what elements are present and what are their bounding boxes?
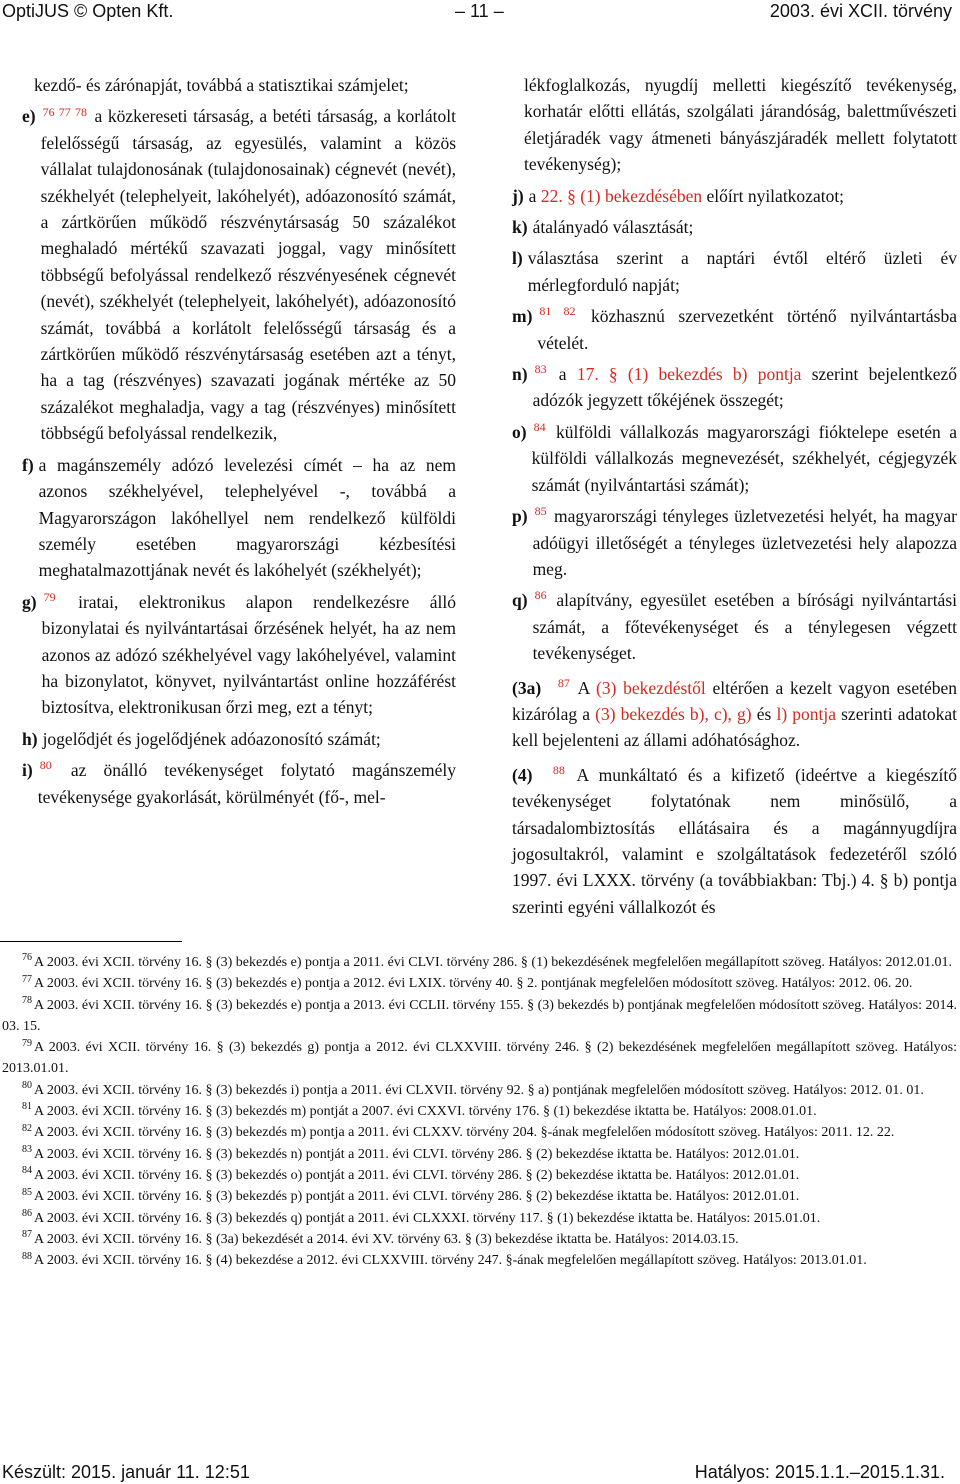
point-q <box>512 587 957 666</box>
point-n <box>512 361 957 414</box>
point-h-label: h) <box>22 728 38 749</box>
link-17-1-b[interactable]: 17. § (1) bekezdés b) pontja <box>576 364 802 385</box>
footnotes <box>2 952 957 1271</box>
footnote-ref-86[interactable]: 86 <box>534 588 547 603</box>
footnote-text: A 2003. évi XCII. törvény 16. § (3) bekezdés n) pontját a 2011. évi CLVI. törvény 286. § (2) bekezdése iktatta be. Hatályos: 2012.01.01. <box>34 1146 800 1162</box>
footnote-number: 83 <box>22 1144 32 1156</box>
footnote-number: 82 <box>22 1122 32 1134</box>
footnote-ref-76-78[interactable]: 76 77 78 <box>42 104 87 119</box>
point-m-label: m) <box>512 306 533 327</box>
footnote <box>2 952 957 973</box>
paragraph-4 <box>512 762 957 920</box>
footnote <box>2 1208 957 1229</box>
point-k-text: átalányadó választását; <box>532 217 694 238</box>
right-column <box>512 72 957 920</box>
header-law-title: 2003. évi XCII. törvény <box>769 1 952 21</box>
footnote-text: A 2003. évi XCII. törvény 16. § (3) bekezdés e) pontja a 2012. évi LXIX. törvény 40. § 2. pontjának megfelelően módosított szöveg. Hatályos: 2012. 06. 20. <box>34 976 913 992</box>
footnote-number: 86 <box>22 1207 32 1219</box>
footnote-text: A 2003. évi XCII. törvény 16. § (3) bekezdés p) pontját a 2011. évi CLVI. törvény 286. § (2) bekezdése iktatta be. Hatályos: 2012.01.01. <box>34 1189 800 1205</box>
footnote-ref-81-82[interactable]: 81 82 <box>539 304 576 319</box>
point-g-label: g) <box>22 591 37 612</box>
left-column <box>22 72 456 810</box>
link-l-pontja[interactable]: l) pontja <box>776 703 836 724</box>
footnote-text: A 2003. évi XCII. törvény 16. § (3) bekezdés i) pontja a 2011. évi CLXVII. törvény 92. § a) pontjának megfelelően módosított szöveg. Hatályos: 2012. 01. 01. <box>34 1082 924 1098</box>
link-3[interactable]: (3) bekezdéstől <box>596 677 706 698</box>
point-l-text: választása szerint a naptári évtől eltérő üzleti év mérlegforduló napját; <box>527 248 957 295</box>
point-p-text: magyarországi tényleges üzletvezetési helyét, ha magyar adóügyi illetőségét a tényleges üzletvezetési hely alapozza meg. <box>532 506 958 579</box>
footnote <box>2 1144 957 1165</box>
footnote <box>2 1186 957 1207</box>
footnote-ref-88[interactable]: 88 <box>552 762 565 777</box>
point-f-text: a magánszemély adózó levelezési címét – ha az nem azonos székhelyével, telephelyével -, továbbá a Magyarországon lakóhellyel nem rendelkező külföldi személy esetében magyarországi kézbesítési meghatalmazottjának nevét és lakóhelyét (székhelyét); <box>38 454 456 581</box>
point-i-text: az önálló tevékenységet folytató magánszemély tevékenysége gyakorlását, körülményét (fő-, mel- <box>37 760 457 807</box>
point-p <box>512 503 957 582</box>
footnote <box>2 973 957 994</box>
point-i <box>22 757 456 810</box>
footnote <box>2 1037 957 1080</box>
point-j-text: előírt nyilatkozatot; <box>706 185 845 206</box>
point-e-label: e) <box>22 106 36 127</box>
footnote <box>2 1229 957 1250</box>
footnote-text: A 2003. évi XCII. törvény 16. § (3) bekezdés e) pontja a 2013. évi CCLII. törvény 155. § (3) bekezdés b) pontjának megfelelően módosított szöveg. Hatályos: 2014. 03. 15. <box>2 997 957 1034</box>
point-i-label: i) <box>22 760 33 781</box>
footnote <box>2 995 957 1038</box>
point-n-label: n) <box>512 364 528 385</box>
footnote-number: 84 <box>22 1165 32 1177</box>
footnote-number: 88 <box>22 1250 32 1262</box>
page-number: – 11 – <box>455 1 504 21</box>
footnote-number: 79 <box>22 1037 32 1049</box>
footnote-ref-80[interactable]: 80 <box>39 758 52 773</box>
point-i-continuation: lékfoglalkozás, nyugdíj melletti kiegészítő tevékenység, korhatár előtti ellátás, szolgálati járandóság, balettművészeti életjáradék vagy átmeneti bányászjáradék mellett folytatott tevékenység); <box>524 75 957 175</box>
footnote <box>2 1080 957 1101</box>
footnote-ref-85[interactable]: 85 <box>534 504 547 519</box>
point-f-label: f) <box>22 454 34 475</box>
paragraph-3a-text-4: szerinti adatokat kell bejelenteni az állami adóhatósághoz. <box>512 703 958 751</box>
footnote-ref-83[interactable]: 83 <box>534 362 547 377</box>
point-p-label: p) <box>512 506 528 527</box>
point-j-label: j) <box>512 185 524 206</box>
point-h-text: jogelődjét és jogelődjének adóazonosító számát; <box>42 728 381 749</box>
point-k-label: k) <box>512 217 528 238</box>
point-g-text: iratai, elektronikus alapon rendelkezésre álló bizonylatai és nyilvántartásai őrzésének helyét, ha az nem azonos az adózó székhelyével vagy lakóhelyével, valamint ha bizonylatot, könyvet, nyilvántartást online hozzáférést biztosítva, elektronikusan őrzi meg, ezt a tényt; <box>41 591 457 718</box>
footnote <box>2 1165 957 1186</box>
point-d-continuation: kezdő- és zárónapját, továbbá a statisztikai számjelet; <box>34 75 409 95</box>
footnote-text: A 2003. évi XCII. törvény 16. § (4) bekezdése a 2012. évi CLXXVIII. törvény 247. §-ának megfelelően megállapított szöveg. Hatályos: 2013.01.01. <box>34 1253 867 1269</box>
paragraph-3a <box>512 675 957 754</box>
footnote-ref-84[interactable]: 84 <box>533 420 546 435</box>
link-22-1[interactable]: 22. § (1) bekezdésében <box>540 185 703 206</box>
footnote-number: 85 <box>22 1186 32 1198</box>
footnote-text: A 2003. évi XCII. törvény 16. § (3) bekezdés m) pontját a 2007. évi CXXVI. törvény 176. § (1) bekezdése iktatta be. Hatályos: 2008.01.01. <box>34 1104 817 1120</box>
footnote-text: A 2003. évi XCII. törvény 16. § (3) bekezdés e) pontja a 2011. évi CLVI. törvény 286. § (1) bekezdésének megfelelően megállapított szöveg. Hatályos: 2012.01.01. <box>34 955 953 970</box>
point-f <box>22 452 456 584</box>
point-l <box>512 245 957 298</box>
point-l-label: l) <box>512 248 523 269</box>
point-o-text: külföldi vállalkozás magyarországi fióktelepe esetén a külföldi vállalkozás megnevezését, székhelyét, cégjegyzék számát (nyilvántartási számát); <box>531 421 957 495</box>
footnote-ref-79[interactable]: 79 <box>43 589 56 604</box>
point-j-pre: a <box>528 185 537 206</box>
point-m <box>512 303 957 356</box>
footnote-number: 81 <box>22 1101 32 1113</box>
footnote-number: 77 <box>22 973 32 985</box>
footnote-text: A 2003. évi XCII. törvény 16. § (3) bekezdés o) pontját a 2011. évi CLVI. törvény 286. § (2) bekezdése iktatta be. Hatályos: 2012.01.01. <box>34 1167 800 1183</box>
point-j <box>512 183 957 209</box>
point-q-text: alapítvány, egyesület esetében a bírósági nyilvántartási számát, a főtevékenységet és a ténylegesen végzett tevékenységet. <box>532 590 957 664</box>
footnote-number: 80 <box>22 1080 32 1092</box>
point-n-text: szerint bejelentkező adózók jegyzett tőkéjének összegét; <box>532 364 958 411</box>
footnote-ref-87[interactable]: 87 <box>557 675 570 690</box>
paragraph-3a-text-2: eltérően a kezelt vagyon esetében kizárólag a <box>512 677 958 724</box>
footnote-text: A 2003. évi XCII. törvény 16. § (3) bekezdés g) pontja a 2012. évi CLXXVIII. törvény 246. § (2) bekezdésének megfelelően megállapított szöveg. Hatályos: 2013.01.01. <box>2 1040 957 1077</box>
footnote <box>2 1250 957 1271</box>
footer-generated: Készült: 2015. január 11. 12:51 <box>2 1462 250 1482</box>
footnote <box>2 1101 957 1122</box>
point-q-label: q) <box>512 590 528 611</box>
footnote-text: A 2003. évi XCII. törvény 16. § (3a) bekezdését a 2014. évi XV. törvény 63. § (3) bekezdése iktatta be. Hatályos: 2014.03.15. <box>34 1231 739 1247</box>
link-3-bcg[interactable]: (3) bekezdés b), c), g) <box>595 703 752 724</box>
header-publisher: OptiJUS © Opten Kft. <box>2 1 174 21</box>
paragraph-3a-text-3: és <box>756 703 772 724</box>
paragraph-4-label: (4) <box>512 764 533 785</box>
footnote-number: 76 <box>22 952 32 964</box>
paragraph-3a-text-1: A <box>577 677 590 698</box>
paragraph-4-text: A munkáltató és a kifizető (ideértve a kiegészítő tevékenységet folytatónak nem minősülő, a társadalombiztosítás ellátásaira és a magánnyugdíjra jogosultakról, valamint e szolgáltatások fedezetéről szóló 1997. évi LXXX. törvény (a továbbiakban: Tbj.) 4. § b) pontja szerinti egyéni vállalkozót és <box>512 764 957 917</box>
point-o-label: o) <box>512 421 527 442</box>
point-k <box>512 214 957 240</box>
point-e-text: a közkereseti társaság, a betéti társaság, a korlátolt felelősségű társaság, az egyesülés, valamint a közös vállalat tulajdonosának (tulajdonosainak) cégnevét (nevét), székhelyét (telephelyeit, lakóhelyét), adóazonosító számát, a zártkörűen működő részvénytársaság 50 százalékot meghaladó mértékű szavazati joggal, vagy minősített többségű befolyással rendelkező részvényesének cégnevét (nevét), székhelyét (telephelyeit, lakóhelyét), adóazonosító számát, továbbá a korlátolt felelősségű társaság és a zártkörűen működő részvénytársaság esetében azt a tényt, ha a tag (részvényes) szavazati jogának mértéke az 50 százalékot meghaladja, vagy a tag (részvényes) minősített többségű befolyással rendelkezik, <box>40 106 457 444</box>
point-g <box>22 589 456 721</box>
point-h <box>22 726 456 752</box>
point-n-pre: a <box>558 364 567 385</box>
paragraph-3a-label: (3a) <box>512 677 542 698</box>
footnote <box>2 1122 957 1143</box>
point-o <box>512 419 957 498</box>
footnote-number: 87 <box>22 1229 32 1241</box>
point-m-text: közhasznú szervezetként történő nyilvántartásba vételét. <box>537 306 957 353</box>
footnote-divider <box>0 941 182 942</box>
footnote-text: A 2003. évi XCII. törvény 16. § (3) bekezdés q) pontját a 2011. évi CLXXXI. törvény 117. § (1) bekezdése iktatta be. Hatályos: 2015.01.01. <box>34 1210 821 1226</box>
point-e <box>22 103 456 446</box>
footer-validity: Hatályos: 2015.1.1.–2015.1.31. <box>694 1462 945 1482</box>
footnote-number: 78 <box>22 994 32 1006</box>
footnote-text: A 2003. évi XCII. törvény 16. § (3) bekezdés m) pontja a 2011. évi CLXXV. törvény 204. §-ának megfelelően módosított szöveg. Hatályos: 2011. 12. 22. <box>34 1125 895 1141</box>
